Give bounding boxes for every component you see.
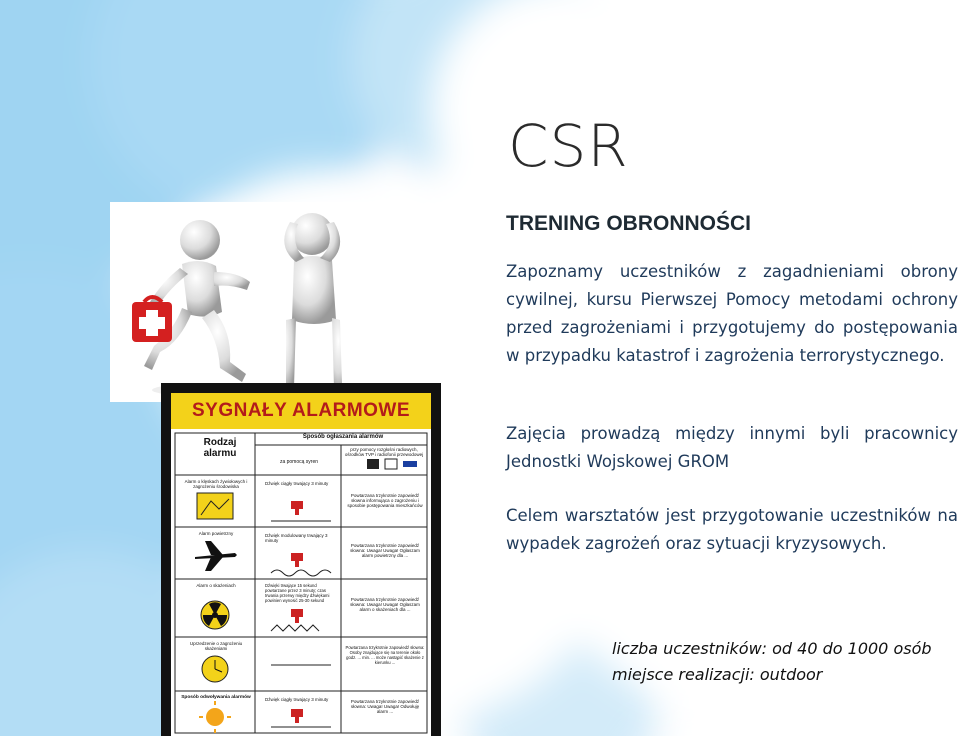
media-icons <box>367 459 417 469</box>
poster-row-media: Powtarzana trzykrotnie zapowiedź słowna informująca o zagrożeniu i sposobie postępowania mieszkańców <box>347 493 423 508</box>
location-info: miejsce realizacji: outdoor <box>612 665 823 684</box>
clock-icon <box>202 656 228 682</box>
poster-header-main: Sposób ogłaszania alarmów <box>302 434 384 440</box>
poster-header-sirens: za pomocą syren <box>279 459 319 465</box>
poster-row-label: Alarm powietrzny <box>198 531 234 536</box>
goal-paragraph: Celem warsztatów jest przygotowanie uczestników na wypadek zagrożeń oraz sytuacji kryzysowych. <box>506 506 958 553</box>
poster-row-media: Powtarzana trzykrotnie zapowiedź słowna: Uwaga! Uwaga! Odwołuję alarm ... <box>350 699 420 714</box>
first-aid-kit-icon <box>132 297 172 342</box>
poster-row-siren: Dźwięk ciągły trwający 3 minuty <box>265 481 329 486</box>
poster-row-media: Powtarzana trzykrotnie zapowiedź słowna: Osoby znajdujące się na terenie około godz. ... min. ... może nastąpić skażenie z kierunku ... <box>345 645 425 665</box>
poster-content <box>171 393 431 736</box>
radiation-icon <box>201 601 229 629</box>
participants-info: liczba uczestników: od 40 do 1000 osób <box>612 639 932 658</box>
alarm-signals-poster <box>161 383 441 736</box>
poster-header-left: Rodzaj alarmu <box>203 437 237 459</box>
slide-title: CSR <box>508 112 629 180</box>
poster-row-siren: Dźwięk ciągły trwający 3 minuty <box>265 697 329 702</box>
nature-hazard-icon <box>197 493 233 519</box>
sun-icon <box>199 701 231 733</box>
poster-row-siren: Dźwięk modulowany trwający 3 minuty <box>265 533 328 543</box>
poster-row-siren: Dźwięki trwające 15 sekund powtarzane przez 3 minuty; czas trwania przerwy między dźwiękami powinien wynosić 25-30 sekund <box>265 583 330 603</box>
poster-header-media: przy pomocy rozgłośni radiowych, ośrodków TVP i radiofonii przewodowej <box>344 447 424 457</box>
poster-row-media: Powtarzana trzykrotnie zapowiedź słowna: Uwaga! Uwaga! Ogłaszam alarm o skażeniach dla ... <box>350 597 420 612</box>
poster-row-media: Powtarzana trzykrotnie zapowiedź słowna: Uwaga! Uwaga! Ogłaszam alarm powietrzny dla ... <box>350 543 420 558</box>
poster-row-label: Sposób odwoływania alarmów <box>181 695 251 700</box>
section-heading: TRENING OBRONNOŚCI <box>506 212 752 235</box>
airplane-icon <box>195 541 237 571</box>
poster-row-label: Alarm o klęskach żywiołowych i zagrożeniu środowiska <box>184 479 248 489</box>
info-block <box>612 636 932 688</box>
poster-row-label: Alarm o skażeniach <box>196 583 236 588</box>
poster-title: SYGNAŁY ALARMOWE <box>171 393 431 429</box>
intro-paragraph: Zapoznamy uczestników z zagadnieniami obrony cywilnej, kursu Pierwszej Pomocy metodami ochrony przed zagrożeniami i przygotujemy do postępowania w przypadku katastrof i zagrożenia terrorystycznego. <box>506 262 958 365</box>
first-aid-figures-image <box>110 202 372 402</box>
instructors-paragraph: Zajęcia prowadzą między innymi byli pracownicy Jednostki Wojskowej GROM <box>506 424 958 471</box>
poster-row-label: Uprzedzenie o zagrożeniu skażeniami <box>189 641 243 651</box>
